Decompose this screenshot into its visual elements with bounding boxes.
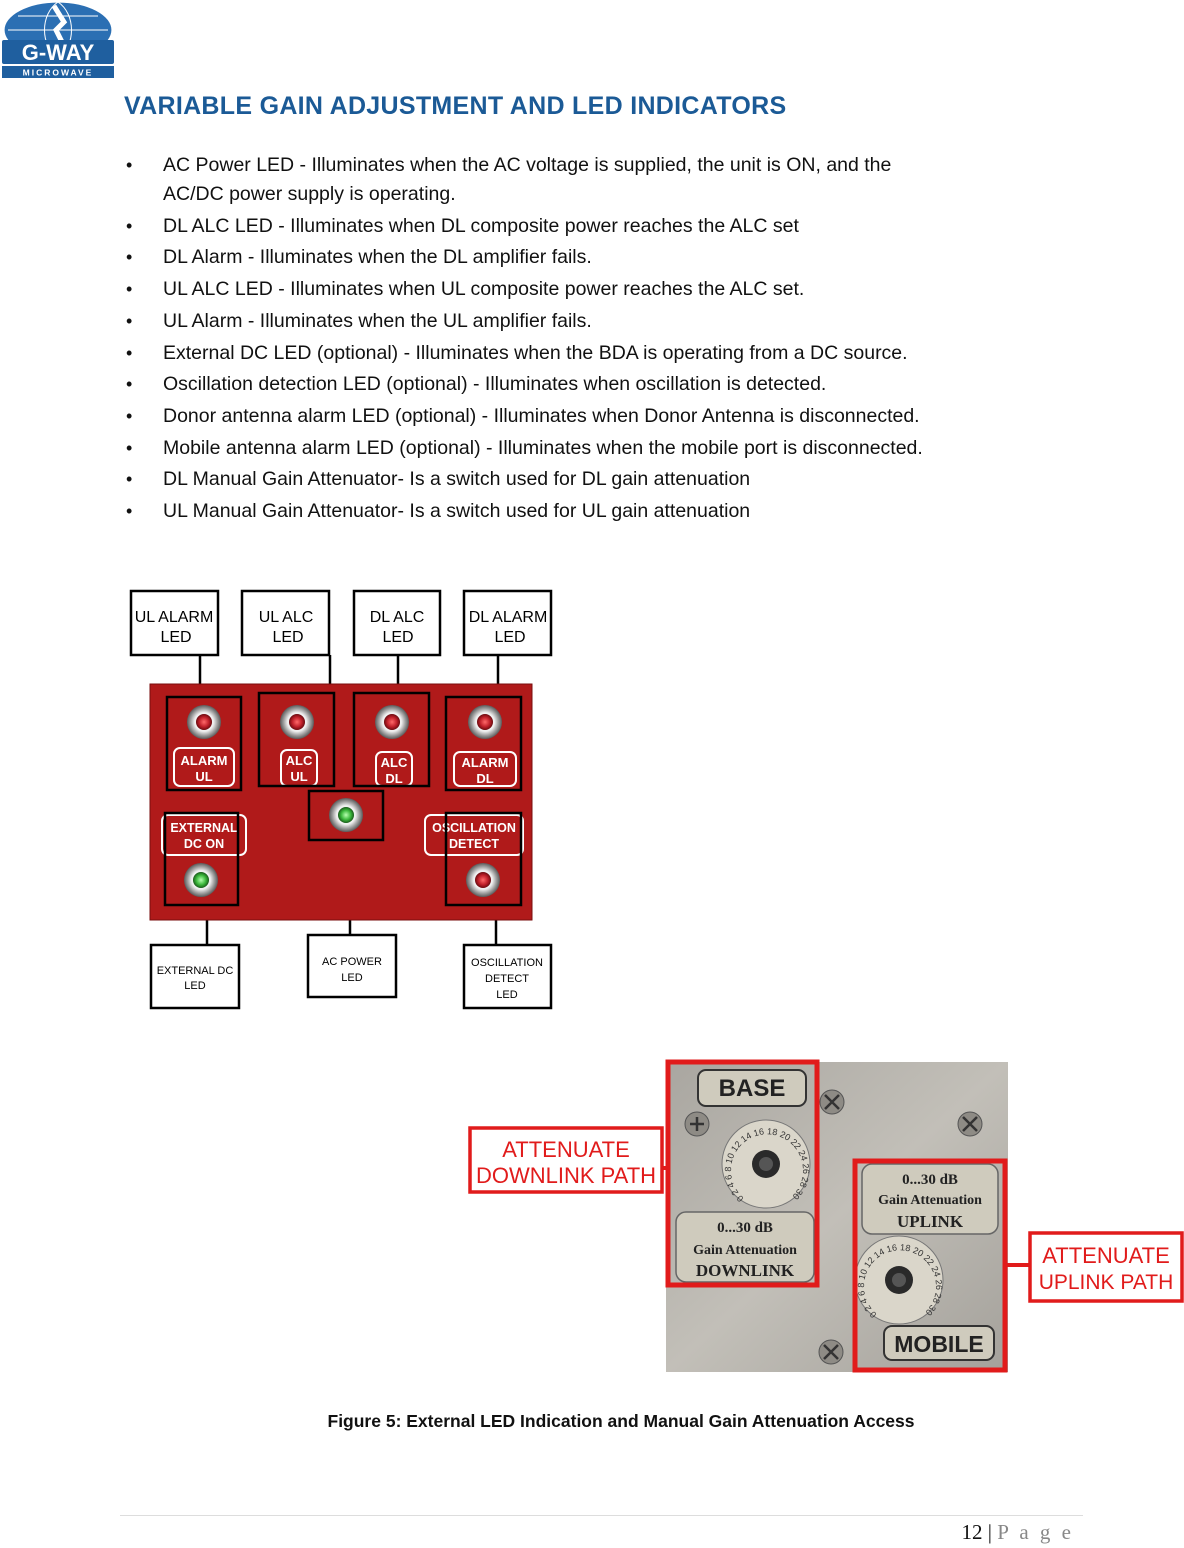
led-alc-ul (280, 705, 314, 739)
panel-label-alc-ul-2: UL (290, 769, 308, 784)
uplink-plate-label: UPLINK (896, 1212, 964, 1231)
downlink-plate-range: 0...30 dB (717, 1220, 773, 1236)
led-external-dc (184, 863, 218, 897)
callout-ul-alarm-2: LED (160, 629, 192, 646)
callout-oscillation-1: OSCILLATION (471, 957, 543, 969)
list-item: • DL Alarm - Illuminates when the DL amplifier fails. (124, 242, 1124, 274)
list-item: • Donor antenna alarm LED (optional) - Illuminates when Donor Antenna is disconnected. (124, 401, 1124, 433)
led-alc-dl (375, 705, 409, 739)
figure-caption: Figure 5: External LED Indication and Manual Gain Attenuation Access (327, 1411, 915, 1431)
panel-label-alc-ul-1: ALC (285, 753, 313, 768)
panel-label-alarm-dl-2: DL (476, 771, 494, 786)
callout-ul-alc-1: UL ALC (258, 609, 314, 626)
uplink-plate-desc: Gain Attenuation (878, 1193, 982, 1208)
panel-label-alarm-ul-1: ALARM (180, 753, 228, 768)
led-ac-power (329, 798, 363, 832)
page-separator: | (982, 1520, 998, 1544)
page-word: P a g e (997, 1520, 1074, 1544)
gain-attenuation-figure (470, 1062, 1182, 1372)
attenuate-downlink-line1: ATTENUATE (502, 1137, 630, 1162)
panel-label-oscillation-1: OSCILLATION (432, 821, 516, 835)
page-footer (961, 1520, 1074, 1545)
logo-text: G-WAY (21, 40, 95, 65)
downlink-attenuator-dial[interactable] (722, 1120, 811, 1208)
led-oscillation (466, 863, 500, 897)
list-item: • UL Alarm - Illuminates when the UL amplifier fails. (124, 306, 1124, 338)
panel-label-alc-dl-1: ALC (380, 755, 408, 770)
panel-label-external-1: EXTERNAL (170, 821, 238, 835)
screw-icon (820, 1090, 844, 1114)
logo-subtext: MICROWAVE (22, 67, 94, 78)
downlink-plate-desc: Gain Attenuation (693, 1243, 797, 1258)
attenuate-uplink-line2: UPLINK PATH (1038, 1271, 1174, 1294)
uplink-attenuator-dial[interactable] (855, 1236, 944, 1324)
downlink-plate-label: DOWNLINK (695, 1261, 795, 1280)
callout-oscillation-3: LED (496, 989, 518, 1001)
led-alarm-ul (187, 705, 221, 739)
list-item: • Mobile antenna alarm LED (optional) - Illuminates when the mobile port is disconnected. (124, 433, 1124, 465)
list-item: • DL Manual Gain Attenuator- Is a switch used for DL gain attenuation (124, 464, 1124, 496)
list-item: • AC Power LED - Illuminates when the AC voltage is supplied, the unit is ON, and the AC/DC power supply is operating. (124, 150, 1124, 209)
callout-external-dc-2: LED (184, 980, 206, 992)
list-item: • Oscillation detection LED (optional) - Illuminates when oscillation is detected. (124, 369, 1124, 401)
panel-label-alarm-ul-2: UL (195, 769, 213, 784)
downlink-dial-marks: 0 2 4 6 8 10 12 14 16 18 20 22 24 26 28 30 (722, 1126, 812, 1204)
led-alarm-dl (468, 705, 502, 739)
callout-dl-alc-2: LED (382, 629, 414, 646)
callout-oscillation-2: DETECT (485, 973, 529, 985)
page-number: 12 (961, 1520, 983, 1544)
screw-icon (958, 1112, 982, 1136)
section-title: VARIABLE GAIN ADJUSTMENT AND LED INDICATORS (124, 92, 787, 120)
led-description-list (124, 150, 1124, 528)
panel-label-alarm-dl-1: ALARM (461, 755, 509, 770)
attenuate-uplink-line1: ATTENUATE (1042, 1243, 1170, 1268)
callout-ac-power-1: AC POWER (322, 956, 382, 968)
screw-icon (685, 1112, 709, 1136)
footer-divider (120, 1515, 1083, 1516)
list-item: • External DC LED (optional) - Illuminates when the BDA is operating from a DC source. (124, 338, 1124, 370)
callout-dl-alarm-1: DL ALARM (468, 609, 548, 626)
callout-ac-power-2: LED (341, 972, 363, 984)
callout-dl-alc-1: DL ALC (369, 609, 425, 626)
panel-label-oscillation-2: DETECT (449, 837, 499, 851)
g-way-logo (0, 0, 118, 84)
attenuate-downlink-line2: DOWNLINK PATH (475, 1163, 657, 1188)
mobile-label: MOBILE (894, 1331, 984, 1357)
callout-ul-alarm-1: UL ALARM (134, 609, 214, 626)
panel-label-external-2: DC ON (183, 837, 225, 851)
callout-external-dc-1: EXTERNAL DC (156, 965, 234, 977)
callout-ul-alc-2: LED (272, 629, 304, 646)
led-indicator-figure (131, 591, 551, 1008)
base-label: BASE (718, 1075, 786, 1102)
figure-area (0, 560, 1184, 1390)
uplink-dial-marks: 0 2 4 6 8 10 12 14 16 18 20 22 24 26 28 30 (855, 1242, 945, 1320)
uplink-plate-range: 0...30 dB (902, 1172, 958, 1188)
panel-label-alc-dl-2: DL (385, 771, 403, 786)
callout-dl-alarm-2: LED (494, 629, 526, 646)
list-item: • UL ALC LED - Illuminates when UL composite power reaches the ALC set. (124, 274, 1124, 306)
list-item: • UL Manual Gain Attenuator- Is a switch used for UL gain attenuation (124, 496, 1124, 528)
list-item: • DL ALC LED - Illuminates when DL composite power reaches the ALC set (124, 211, 1124, 243)
screw-icon (819, 1340, 843, 1364)
